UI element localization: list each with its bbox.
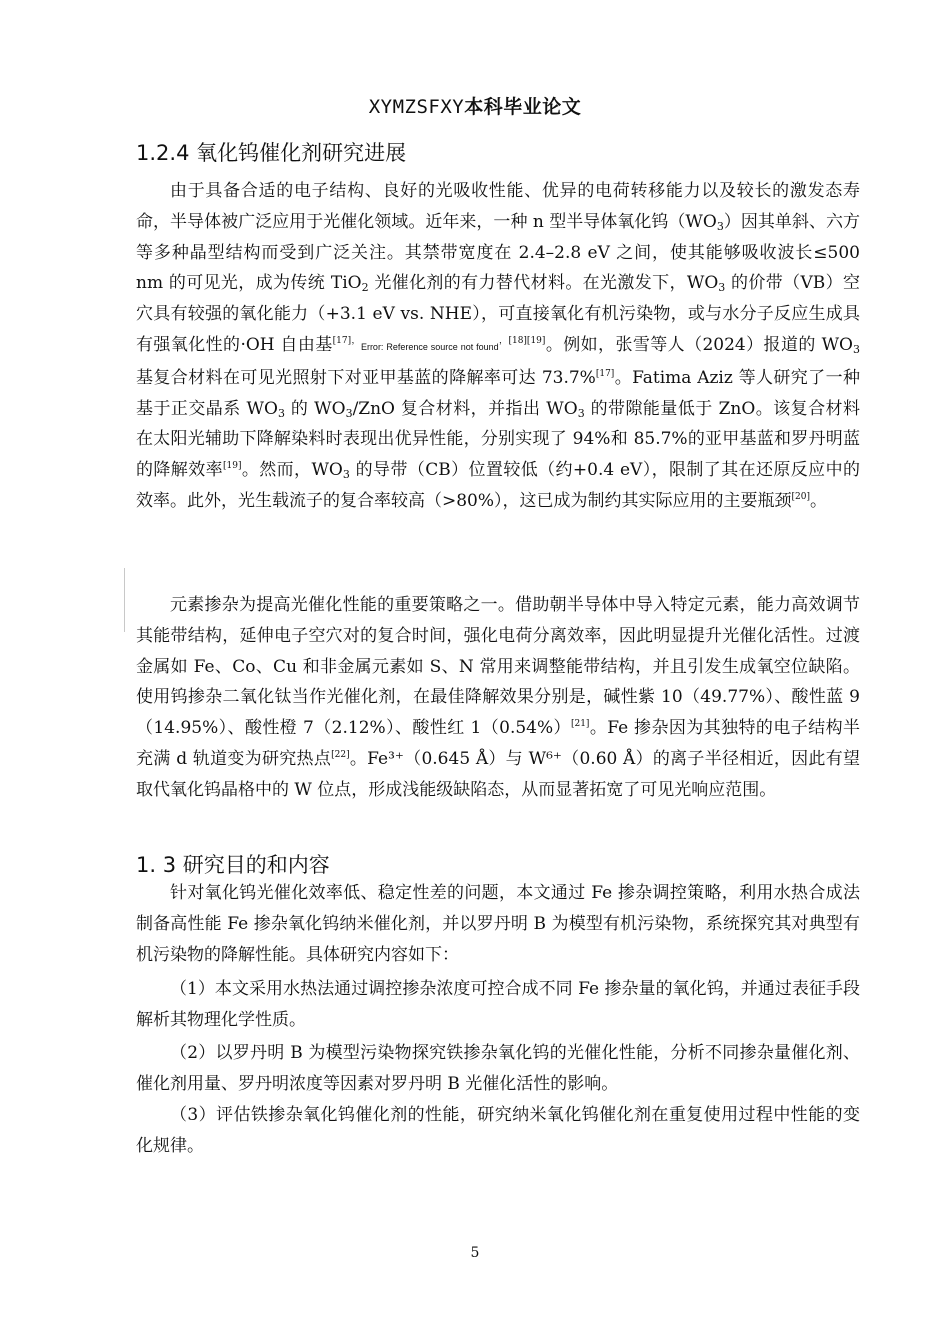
section-heading-1-3: 1. 3 研究目的和内容 xyxy=(136,853,330,877)
citation[interactable]: [17]， xyxy=(332,335,361,346)
paragraph-research-aim: 针对氧化钨光催化效率低、稳定性差的问题，本文通过 Fe 掺杂调控策略，利用水热合成法制备高性能 Fe 掺杂氧化钨纳米催化剂，并以罗丹明 B 为模型有机污染物，系统探究其对典型有机污染物的降解性能。具体研究内容如下： xyxy=(136,883,860,965)
page-number: 5 xyxy=(470,1245,480,1261)
reference-error: Error: Reference source not found xyxy=(360,341,499,352)
citation[interactable]: [17] xyxy=(595,368,615,379)
header-title: 本科毕业论文 xyxy=(464,96,582,118)
citation[interactable]: [22] xyxy=(331,749,350,760)
citation[interactable]: [20] xyxy=(791,491,811,502)
citation[interactable]: ，[18][19] xyxy=(498,335,546,346)
header-code: XYMZSFXY xyxy=(368,96,465,118)
running-header xyxy=(0,92,950,119)
paragraph-wo3-intro: 由于具备合适的电子结构、良好的光吸收性能、优异的电荷转移能力以及较长的激发态寿命，半导体被广泛应用于光催化领域。近年来，一种 n 型半导体氧化钨$(WO_3)$因其单斜、六方等多种晶型结构而受到广泛关注。其禁带宽度在 2.4–2.8 eV 之间，使其能够吸收波长≤500 nm 的可见光，成为传统 TiO$_2$ 光催化剂的有力替代材料。在光激发下，$WO_3$ 的价带（VB）空穴具有较强的氧化能力（+3.1 eV vs. NHE），可直接氧化有机污染物，或与水分子反应生成具有强氧化性的·OH 自由基$^{[17],}$Error: Reference source not found$^{,[18][19]}$。例如，张雪等人（2024）报道的 $WO_3$ 基复合材料在可见光照射下对亚甲基蓝的降解率可达 73.7%[17]。Fatima Aziz 等人研究了一种基于正交晶系 $WO_3$ 的 $WO_3$/ZnO 复合材料，并指出 $WO_3$ 的带隙能量低于 ZnO。该复合材料在太阳光辅助下降解染料时表现出优异性能，分别实现了 94%和 85.7%的亚甲基蓝和罗丹明蓝的降解效率[19]。然而，$WO_3$ 的导带（CB）位置较低（约+0.4 eV），限制了其在还原反应中的效率。此外，光生载流子的复合率较高（>80%），这已成为制约其实际应用的主要瓶颈[20]。 xyxy=(136,181,861,511)
margin-change-bar xyxy=(124,568,125,632)
list-item: （1）本文采用水热法通过调控掺杂浓度可控合成不同 Fe 掺杂量的氧化钨，并通过表征手段解析其物理化学性质。 xyxy=(136,979,860,1030)
list-item: （3）评估铁掺杂氧化钨催化剂的性能，研究纳米氧化钨催化剂在重复使用过程中性能的变化规律。 xyxy=(136,1105,860,1156)
citation[interactable]: [21] xyxy=(570,719,590,730)
paragraph-element-doping: 元素掺杂为提高光催化性能的重要策略之一。借助朝半导体中导入特定元素，能力高效调节其能带结构，延伸电子空穴对的复合时间，强化电荷分离效率，因此明显提升光催化活性。过渡金属如 Fe、Co、Cu 和非金属元素如 S、N 常用来调整能带结构，并且引发生成氧空位缺陷。使用钨掺杂二氧化钛当作光催化剂，在最佳降解效果分别是，碱性紫 10（49.77%）、酸性蓝 9（14.95%）、酸性橙 7（2.12%）、酸性红 1（0.54%）[21]。Fe 掺杂因为其独特的电子结构半充满 d 轨道变为研究热点[22]。Fe³⁺（0.645 Å）与 W⁶⁺（0.60 Å）的离子半径相近，因此有望取代氧化钨晶格中的 W 位点，形成浅能级缺陷态，从而显著拓宽了可见光响应范围。 xyxy=(136,595,860,800)
citation[interactable]: [19] xyxy=(222,461,242,472)
section-heading-1-2-4: 1.2.4 氧化钨催化剂研究进展 xyxy=(136,141,407,165)
list-item: （2）以罗丹明 B 为模型污染物探究铁掺杂氧化钨的光催化性能，分析不同掺杂量催化剂、催化剂用量、罗丹明浓度等因素对罗丹明 B 光催化活性的影响。 xyxy=(136,1043,860,1094)
